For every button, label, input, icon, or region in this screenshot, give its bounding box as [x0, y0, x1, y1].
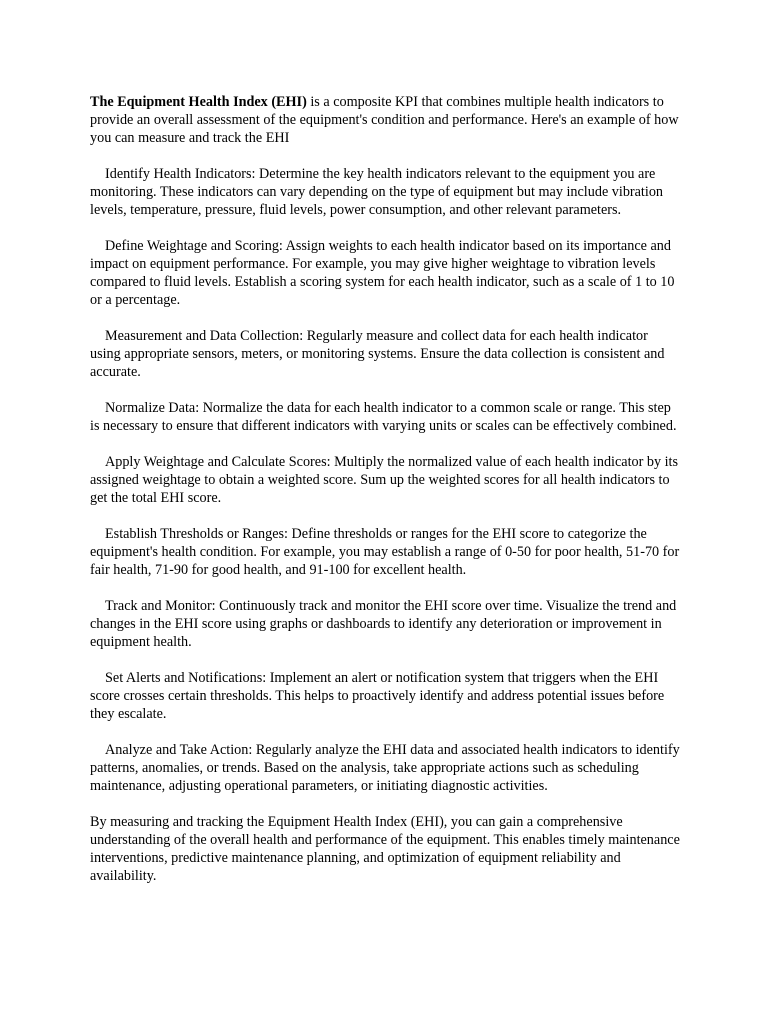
- intro-bold-lead: The Equipment Health Index (EHI): [90, 94, 307, 110]
- step-identify-health-indicators: Identify Health Indicators: Determine the key health indicators relevant to the equipment you are monitoring. These indicators can vary depending on the type of equipment but may include vibration levels, temperature, pressure, fluid levels, power consumption, and other relevant parameters.: [90, 166, 664, 218]
- step-track-monitor: Track and Monitor: Continuously track and monitor the EHI score over time. Visualize the trend and changes in the EHI score using graphs or dashboards to identify any deterioration or improvement in equipment health.: [90, 598, 677, 650]
- intro-text: is a composite KPI that combines multiple health indicators to provide an overall assessment of the equipment's condition and performance. Here's an example of how you can measure and track the EHI: [90, 94, 679, 146]
- intro-paragraph: [90, 93, 680, 147]
- conclusion-paragraph: By measuring and tracking the Equipment Health Index (EHI), you can gain a comprehensive understanding of the overall health and performance of the equipment. This enables timely maintenance interventions, predictive maintenance planning, and optimization of equipment reliability and availability.: [90, 814, 680, 884]
- step-measurement-data-collection: Measurement and Data Collection: Regularly measure and collect data for each health indicator using appropriate sensors, meters, or monitoring systems. Ensure the data collection is consistent and accurate.: [90, 328, 665, 380]
- step-analyze-take-action: Analyze and Take Action: Regularly analyze the EHI data and associated health indicators to identify patterns, anomalies, or trends. Based on the analysis, take appropriate actions such as scheduling maintenance, adjusting operational parameters, or initiating diagnostic activities.: [90, 742, 680, 794]
- step-define-weightage-scoring: Define Weightage and Scoring: Assign weights to each health indicator based on its importance and impact on equipment performance. For example, you may give higher weightage to vibration levels compared to fluid levels. Establish a scoring system for each health indicator, such as a scale of 1 to 10 or a percentage.: [90, 238, 675, 308]
- document-body: [90, 93, 680, 903]
- step-normalize-data: Normalize Data: Normalize the data for each health indicator to a common scale or range. This step is necessary to ensure that different indicators with varying units or scales can be effectively combined.: [90, 400, 677, 434]
- step-apply-weightage: Apply Weightage and Calculate Scores: Multiply the normalized value of each health indicator by its assigned weightage to obtain a weighted score. Sum up the weighted scores for all health indicators to get the total EHI score.: [90, 454, 679, 506]
- step-set-alerts: Set Alerts and Notifications: Implement an alert or notification system that triggers when the EHI score crosses certain thresholds. This helps to proactively identify and address potential issues before they escalate.: [90, 670, 665, 722]
- step-establish-thresholds: Establish Thresholds or Ranges: Define thresholds or ranges for the EHI score to categorize the equipment's health condition. For example, you may establish a range of 0-50 for poor health, 51-70 for fair health, 71-90 for good health, and 91-100 for excellent health.: [90, 526, 680, 578]
